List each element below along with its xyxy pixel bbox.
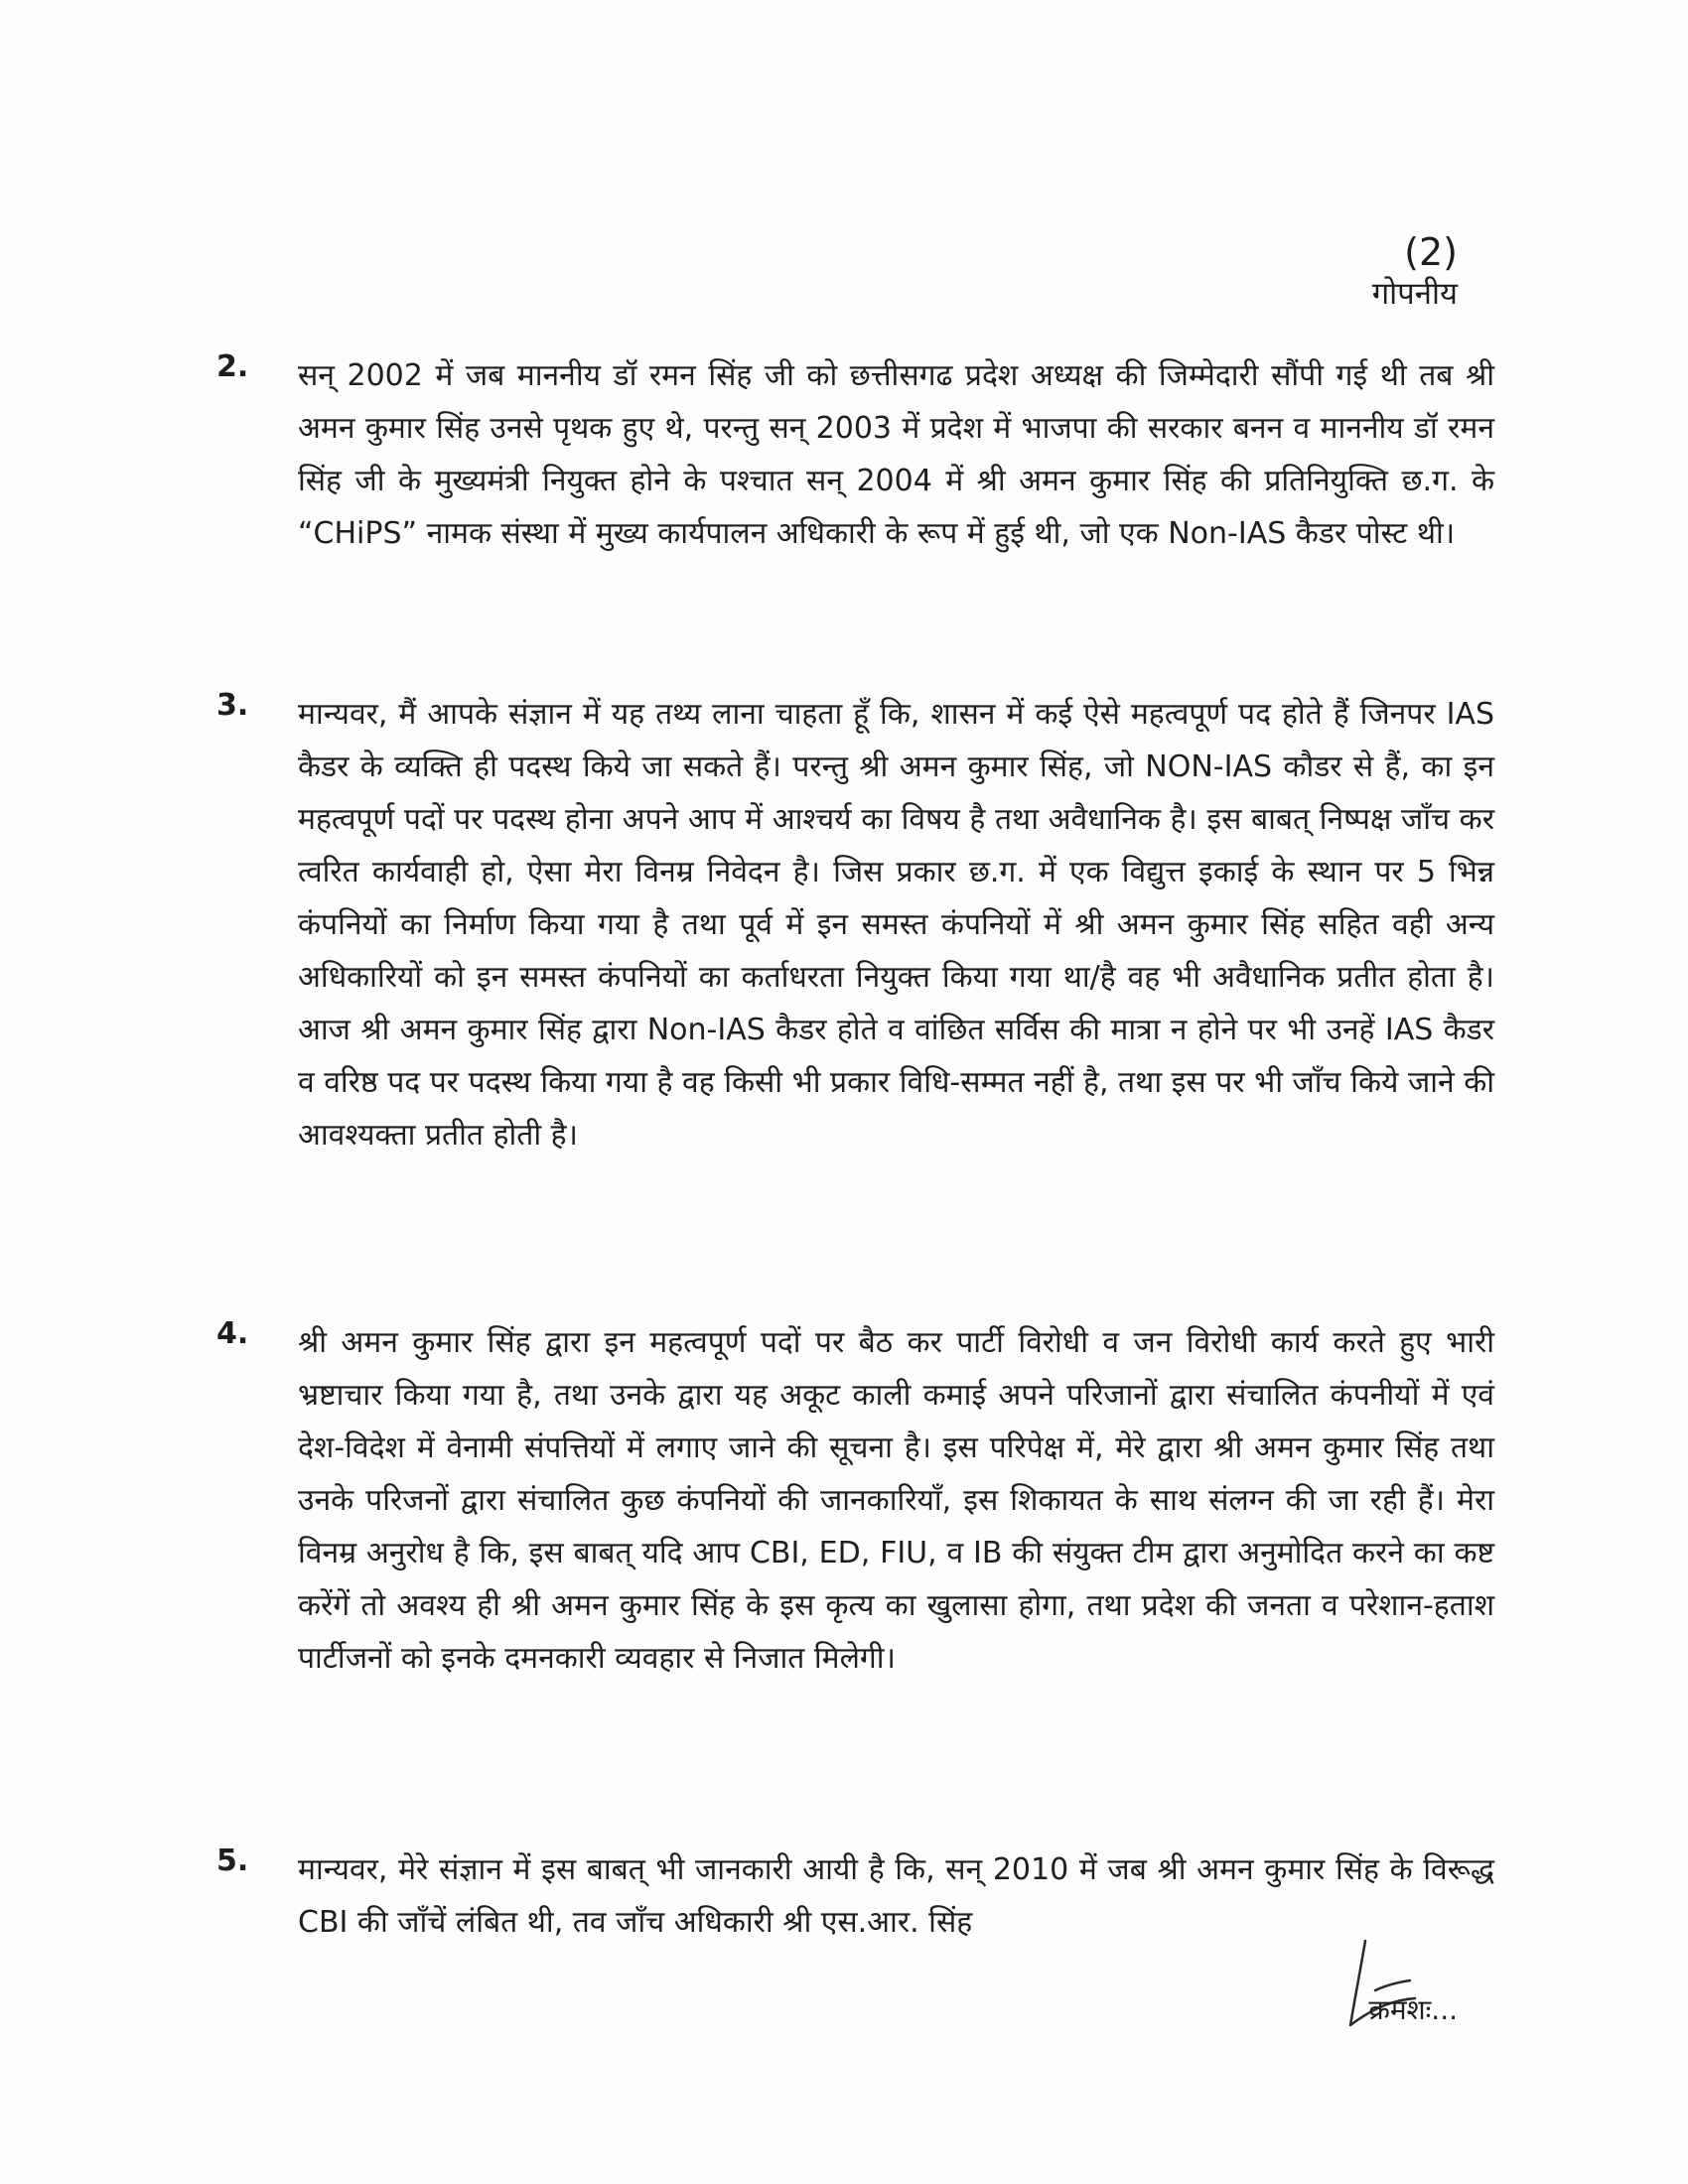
paragraph-number: 4.: [216, 1316, 249, 1351]
classification-label: गोपनीय: [1371, 276, 1458, 312]
paragraph-number: 2.: [216, 349, 249, 384]
paragraph-3: [216, 688, 1494, 1161]
paragraph-text: मान्यवर, मैं आपके संज्ञान में यह तथ्य लाना चाहता हूँ कि, शासन में कई ऐसे महत्वपूर्ण पद होते हैं जिनपर IAS कैडर के व्यक्ति ही पदस्थ किये जा सकते हैं। परन्तु श्री अमन कुमार सिंह, जो NON-IAS कौडर से हैं, का इन महत्वपूर्ण पदों पर पदस्थ होना अपने आप में आश्चर्य का विषय है तथा अवैधानिक है। इस बाबत् निष्पक्ष जाँच कर त्वरित कार्यवाही हो, ऐसा मेरा विनम्र निवेदन है। जिस प्रकार छ.ग. में एक विद्युत्त इकाई के स्थान पर 5 भिन्न कंपनियों का निर्माण किया गया है तथा पूर्व में इन समस्त कंपनियों में श्री अमन कुमार सिंह सहित वही अन्य अधिकारियों को इन समस्त कंपनियों का कर्ताधरता नियुक्त किया गया था/है वह भी अवैधानिक प्रतीत होता है। आज श्री अमन कुमार सिंह द्वारा Non-IAS कैडर होते व वांछित सर्विस की मात्रा न होने पर भी उनहें IAS कैडर व वरिष्ठ पद पर पदस्थ किया गया है वह किसी भी प्रकार विधि-सम्मत नहीं है, तथा इस पर भी जाँच किये जाने की आवश्यक्ता प्रतीत होती है।: [298, 697, 1494, 1153]
paragraph-text: सन् 2002 में जब माननीय डॉ रमन सिंह जी को छत्तीसगढ प्रदेश अध्यक्ष की जिम्मेदारी सौंपी गई थी तब श्री अमन कुमार सिंह उनसे पृथक हुए थे, परन्तु सन् 2003 में प्रदेश में भाजपा की सरकार बनन व माननीय डॉ रमन सिंह जी के मुख्यमंत्री नियुक्त होने के पश्चात सन् 2004 में श्री अमन कुमार सिंह की प्रतिनियुक्ति छ.ग. के “CHiPS” नामक संस्था में मुख्य कार्यपालन अधिकारी के रूप में हुई थी, जो एक Non-IAS कैडर पोस्ट थी।: [298, 358, 1494, 551]
paragraph-text: श्री अमन कुमार सिंह द्वारा इन महत्वपूर्ण पदों पर बैठ कर पार्टी विरोधी व जन विरोधी कार्य करते हुए भारी भ्रष्टाचार किया गया है, तथा उनके द्वारा यह अकूट काली कमाई अपने परिजानों द्वारा संचालित कंपनीयों में एवं देश-विदेश में वेनामी संपत्तियों में लगाए जाने की सूचना है। इस परिपेक्ष में, मेरे द्वारा श्री अमन कुमार सिंह तथा उनके परिजनों द्वारा संचालित कुछ कंपनियों की जानकारियाँ, इस शिकायत के साथ संलग्न की जा रही हैं। मेरा विनम्र अनुरोध है कि, इस बाबत् यदि आप CBI, ED, FIU, व IB की संयुक्त टीम द्वारा अनुमोदित करने का कष्ट करेंगें तो अवश्य ही श्री अमन कुमार सिंह के इस कृत्य का खुलासा होगा, तथा प्रदेश की जनता व परेशान-हताश पार्टीजनों को इनके दमनकारी व्यवहार से निजात मिलेगी।: [298, 1325, 1494, 1676]
paragraph-number: 5.: [216, 1843, 249, 1878]
paragraph-text: मान्यवर, मेरे संज्ञान में इस बाबत् भी जानकारी आयी है कि, सन् 2010 में जब श्री अमन कुमार सिंह के विरूद्ध CBI की जाँचें लंबित थी, तव जाँच अधिकारी श्री एस.आर. सिंह: [298, 1852, 1494, 1940]
paragraph-number: 3.: [216, 688, 249, 723]
paragraph-2: [216, 349, 1494, 560]
page-number: (2): [1404, 230, 1458, 274]
page-header: [1372, 230, 1458, 314]
paragraph-5: [216, 1843, 1494, 1949]
continuation-mark: क्रमशः...: [1368, 1993, 1458, 2026]
paragraph-4: [216, 1316, 1494, 1685]
